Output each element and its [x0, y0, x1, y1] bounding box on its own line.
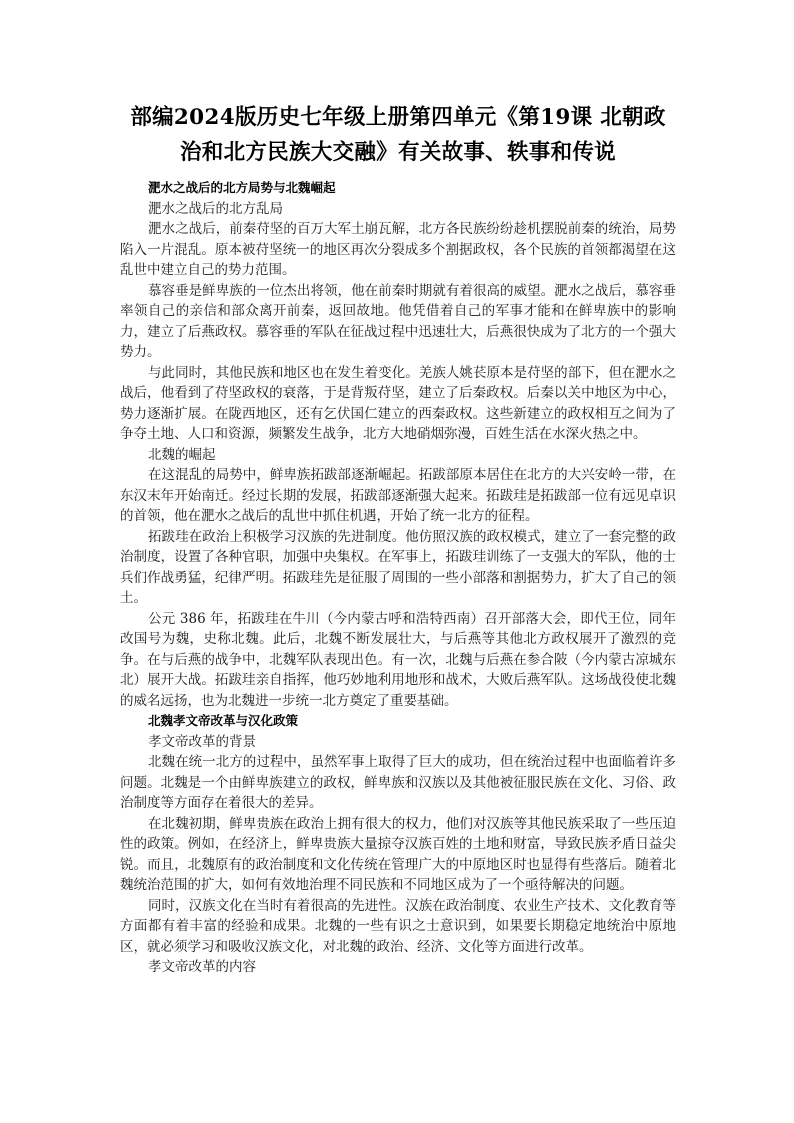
section-xiaowen-reform [120, 711, 676, 978]
subsection-title: 孝文帝改革的内容 [148, 959, 256, 975]
subsection-title: 北魏的崛起 [148, 446, 216, 463]
paragraph: 在这混乱的局势中，鲜卑族拓跋部逐渐崛起。拓跋部原本居住在北方的大兴安岭一带，在东汉末年开始南迁。经过长期的发展，拓跋部逐渐强大起来。拓跋珪是拓跋部一位有远见卓识的首领，他在淝水之战后的乱世中抓住机遇，开始了统一北方的征程。 [120, 467, 676, 524]
section-feishui [120, 178, 676, 711]
document-title: 部编2024版历史七年级上册第四单元《第19课 北朝政治和北方民族大交融》有关故事、轶事和传说 [130, 105, 666, 165]
paragraph: 同时，汉族文化在当时有着很高的先进性。汉族在政治制度、农业生产技术、文化教育等方面都有着丰富的经验和成果。北魏的一些有识之士意识到，如果要长期稳定地统治中原地区，就必须学习和吸收汉族文化，对北魏的政治、经济、文化等方面进行改革。 [120, 897, 676, 955]
paragraph: 与此同时，其他民族和地区也在发生着变化。羌族人姚苌原本是苻坚的部下，但在淝水之战后，他看到了苻坚政权的衰落，于是背叛苻坚，建立了后秦政权。后秦以关中地区为中心，势力逐渐扩展。在陇西地区，还有乞伏国仁建立的西秦政权。这些新建立的政权相互之间为了争夺土地、人口和资源，频繁发生战争，北方大地硝烟弥漫，百姓生活在水深火热之中。 [120, 364, 676, 442]
section-heading: 北魏孝文帝改革与汉化政策 [148, 713, 299, 728]
document-page [120, 100, 676, 978]
paragraph: 公元 386 年，拓跋珪在牛川（今内蒙古呼和浩特西南）召开部落大会，即代王位，同年改国号为魏，史称北魏。此后，北魏不断发展壮大，与后燕等其他北方政权展开了激烈的竞争。在与后燕的战争中，北魏军队表现出色。有一次，北魏与后燕在参合陂（今内蒙古凉城东北）展开大战。拓跋珪亲自指挥，他巧妙地利用地形和战术，大败后燕军队。这场战役使北魏的威名远扬，也为北魏进一步统一北方奠定了重要基础。 [120, 610, 676, 709]
subsection-title: 淝水之战后的北方乱局 [148, 200, 283, 217]
subsection-title: 孝文帝改革的背景 [148, 733, 256, 750]
paragraph: 北魏在统一北方的过程中，虽然军事上取得了巨大的成功，但在统治过程中也面临着许多问题。北魏是一个由鲜卑族建立的政权，鲜卑族和汉族以及其他被征服民族在文化、习俗、政治制度等方面存在着很大的差异。 [120, 754, 676, 811]
paragraph: 拓跋珪在政治上积极学习汉族的先进制度。他仿照汉族的政权模式，建立了一套完整的政治制度，设置了各种官职，加强中央集权。在军事上，拓跋珪训练了一支强大的军队，他的士兵们作战勇猛，纪律严明。拓跋珪先是征服了周围的一些小部落和割据势力，扩大了自己的领土。 [120, 528, 676, 606]
section-heading: 淝水之战后的北方局势与北魏崛起 [148, 180, 336, 195]
paragraph: 在北魏初期，鲜卑贵族在政治上拥有很大的权力，他们对汉族等其他民族采取了一些压迫性的政策。例如，在经济上，鲜卑贵族大量掠夺汉族百姓的土地和财富，导致民族矛盾日益尖锐。而且，北魏原有的政治制度和文化传统在管理广大的中原地区时也显得有些落后。随着北魏统治范围的扩大，如何有效地治理不同民族和不同地区成为了一个亟待解决的问题。 [120, 815, 676, 893]
paragraph: 慕容垂是鲜卑族的一位杰出将领，他在前秦时期就有着很高的威望。淝水之战后，慕容垂率领自己的亲信和部众离开前秦，返回故地。他凭借着自己的军事才能和在鲜卑族中的影响力，建立了后燕政权。慕容垂的军队在征战过程中迅速壮大，后燕很快成为了北方的一个强大势力。 [120, 282, 676, 360]
paragraph: 淝水之战后，前秦苻坚的百万大军土崩瓦解，北方各民族纷纷趁机摆脱前秦的统治，局势陷入一片混乱。原本被苻坚统一的地区再次分裂成多个割据政权，各个民族的首领都渴望在这乱世中建立自己的势力范围。 [120, 221, 676, 278]
